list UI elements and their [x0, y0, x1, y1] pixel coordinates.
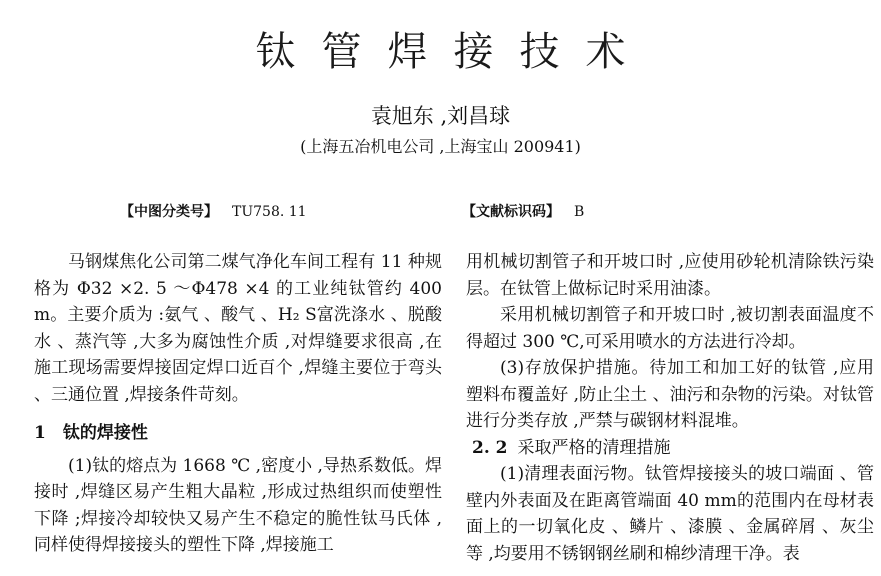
classification-label: 【中图分类号】 — [120, 204, 218, 220]
doc-code-value: B — [574, 204, 585, 220]
subsection-heading — [466, 435, 874, 462]
subsection-title: 采取严格的清理措施 — [517, 437, 671, 458]
paper-title: 钛管焊接技术 — [255, 29, 652, 75]
paragraph: 采用机械切割管子和开坡口时 ,被切割表面温度不得超过 300 ℃,可采用喷水的方法进行冷却。 — [466, 305, 874, 352]
left-column — [34, 249, 442, 559]
affiliation: (上海五冶机电公司 ,上海宝山 200941) — [300, 137, 581, 156]
authors: 袁旭东 ,刘昌球 — [370, 104, 511, 128]
subsection-number: 2. 2 — [472, 437, 508, 458]
doc-code-line — [462, 201, 584, 221]
doc-code-label: 【文献标识码】 — [462, 204, 560, 220]
paragraph: 马钢煤焦化公司第二煤气净化车间工程有 11 种规格为 Φ32 ×2. 5 ～Φ478 ×4 的工业纯钛管约 400 m。主要介质为 :氨气 、酸气 、H₂ S富洗涤水 、脱酸水 、蒸汽等 ,大多为腐蚀性介质 ,对焊缝要求很高 ,在施工现场需要焊接固定焊口近百个 ,焊缝主要位于弯头 、三通位置 ,焊接条件苛刻。 — [34, 252, 442, 405]
paragraph: 用机械切割管子和开坡口时 ,应使用砂轮机清除铁污染层。在钛管上做标记时采用油漆。 — [466, 252, 874, 299]
paragraph: (1)钛的熔点为 1668 ℃ ,密度小 ,导热系数低。焊接时 ,焊缝区易产生粗大晶粒 ,形成过热组织而使塑性下降 ;焊接冷却较快又易产生不稳定的脆性钛马氏体 ,同样使得焊接接头的塑性下降 ,焊接施工 — [34, 455, 442, 555]
right-column — [466, 249, 874, 567]
paragraph: (1)清理表面污物。钛管焊接接头的坡口端面 、管壁内外表面及在距离管端面 40 mm的范围内在母材表面上的一切氧化皮 、鳞片 、漆膜 、金属碎屑 、灰尘等 ,均要用不锈钢钢丝刷和棉纱清理干净。表 — [466, 464, 874, 564]
classification-value: TU758. 11 — [232, 204, 307, 220]
section-heading: 1 钛的焊接性 — [34, 423, 148, 443]
classification-line — [120, 201, 307, 221]
paragraph: (3)存放保护措施。待加工和加工好的钛管 ,应用塑料布覆盖好 ,防止尘土 、油污和杂物的污染。对钛管进行分类存放 ,严禁与碳钢材料混堆。 — [466, 358, 874, 431]
